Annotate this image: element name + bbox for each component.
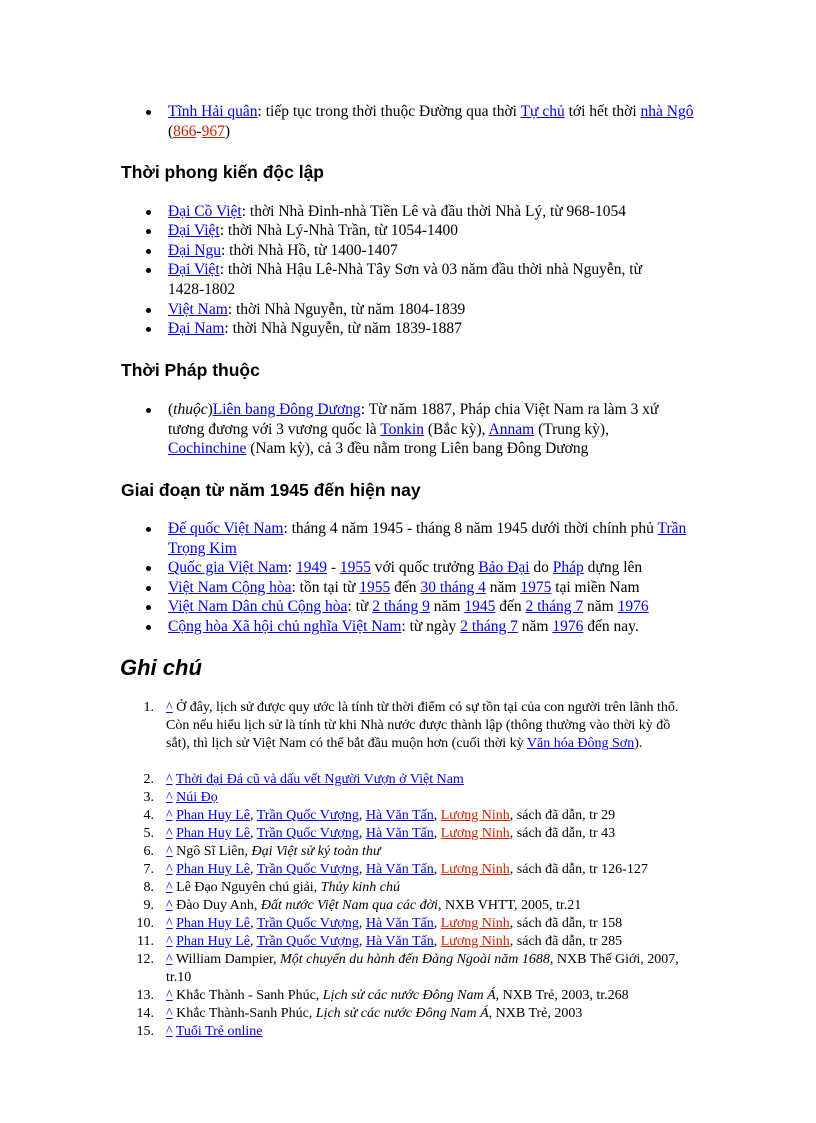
backref-link[interactable]: ^ [166, 916, 173, 931]
note-item [166, 771, 694, 789]
bullet-icon [146, 308, 151, 313]
author-link[interactable]: Lương Ninh [440, 934, 510, 949]
item-link[interactable]: Đại Việt [168, 261, 220, 278]
author-link[interactable]: Hà Văn Tấn [365, 934, 434, 949]
link-date[interactable]: 2 tháng 7 [525, 598, 584, 615]
note-number: 11. [137, 934, 154, 949]
note-item: ^ Lê Đạo Nguyên chú giải, Thủy kinh chú [166, 880, 401, 895]
link-cochinchine[interactable]: Cochinchine [168, 440, 247, 457]
link-year[interactable]: 1975 [520, 579, 552, 596]
link-van-hoa-dong-son[interactable]: Văn hóa Đông Sơn [526, 736, 635, 751]
author-link[interactable]: Phan Huy Lê [176, 862, 250, 877]
author-link[interactable]: Trần Quốc Vượng [256, 916, 359, 931]
backref-link[interactable]: ^ [166, 988, 173, 1003]
bullet-icon [146, 229, 151, 234]
link-tu-chu[interactable]: Tự chủ [520, 103, 565, 120]
backref-link[interactable]: ^ [166, 808, 173, 823]
item-link[interactable]: Việt Nam [168, 301, 228, 318]
link-tonkin[interactable]: Tonkin [380, 420, 424, 438]
section-heading-french: Thời Pháp thuộc [121, 360, 260, 380]
author-link[interactable]: Lương Ninh [440, 862, 510, 877]
note-link[interactable]: Núi Đọ [176, 790, 218, 805]
author-link[interactable]: Hà Văn Tấn [365, 808, 434, 823]
bullet-icon [146, 327, 151, 332]
author-link[interactable]: Trần Quốc Vượng [256, 934, 359, 949]
note-number: 4. [143, 808, 154, 823]
link-year[interactable]: 1955 [339, 559, 371, 576]
author-link[interactable]: Phan Huy Lê [176, 934, 250, 949]
author-link[interactable]: Lương Ninh [440, 826, 510, 841]
note-link[interactable]: Thời đại Đá cũ và dấu vết Người Vượn ở Việt Nam [175, 772, 464, 787]
author-link[interactable]: Phan Huy Lê [176, 826, 250, 841]
link-nha-ngo[interactable]: nhà Ngô [640, 103, 694, 120]
backref-link[interactable]: ^ [166, 700, 173, 715]
note-item: ^ Phan Huy Lê, Trần Quốc Vượng, Hà Văn Tấn, Lương Ninh, sách đã dẫn, tr 43 [166, 826, 616, 841]
note-item [166, 789, 694, 807]
note-number: 7. [143, 862, 154, 877]
author-link[interactable]: Hà Văn Tấn [365, 916, 434, 931]
link-date[interactable]: 30 tháng 4 [420, 579, 486, 596]
backref-link[interactable]: ^ [166, 826, 173, 841]
note-item: ^ Phan Huy Lê, Trần Quốc Vượng, Hà Văn Tấn, Lương Ninh, sách đã dẫn, tr 285 [166, 934, 623, 949]
note-number: 2. [143, 772, 154, 787]
link-year[interactable]: 1945 [464, 598, 496, 615]
item-link[interactable]: Đại Nam [168, 320, 225, 337]
note-link[interactable]: Tuổi Trẻ online [175, 1024, 263, 1039]
backref-link[interactable]: ^ [166, 952, 173, 967]
bullet-icon [146, 625, 151, 630]
link-chxhcn-viet-nam[interactable]: Cộng hòa Xã hội chủ nghĩa Việt Nam [168, 618, 402, 635]
bullet-icon [146, 110, 151, 115]
bullet-icon [146, 566, 151, 571]
list-item: Đại Ngu: thời Nhà Hồ, từ 1400-1407 [168, 242, 398, 259]
link-year-866[interactable]: 866 [173, 122, 197, 140]
list-item: Đại Việt: thời Nhà Lý-Nhà Trần, từ 1054-1400 [168, 222, 459, 239]
link-viet-nam-dan-chu-cong-hoa[interactable]: Việt Nam Dân chủ Cộng hòa [168, 598, 348, 615]
backref-link[interactable]: ^ [166, 1024, 173, 1039]
list-item: Tĩnh Hải quân: tiếp tục trong thời thuộc Đường qua thời Tự chủ tới hết thời nhà Ngô (866-967) [168, 103, 694, 140]
item-link[interactable]: Đại Ngu [168, 242, 221, 259]
bullet-icon [146, 586, 151, 591]
note-item: ^ William Dampier, Một chuyến du hành đến Đàng Ngoài năm 1688, NXB Thế Giới, 2007, tr.10 [166, 952, 679, 985]
link-year[interactable]: 1949 [295, 559, 327, 576]
bullet-icon [146, 249, 151, 254]
author-link[interactable]: Hà Văn Tấn [365, 826, 434, 841]
item-link[interactable]: Đại Cồ Việt [168, 203, 242, 220]
list-item: Việt Nam Cộng hòa: tồn tại từ 1955 đến 30 tháng 4 năm 1975 tại miền Nam [168, 579, 640, 596]
link-phap[interactable]: Pháp [552, 559, 584, 576]
item-link[interactable]: Đại Việt [168, 222, 220, 239]
section-heading-independent: Thời phong kiến độc lập [121, 162, 324, 182]
author-link[interactable]: Lương Ninh [440, 916, 510, 931]
list-item: Việt Nam: thời Nhà Nguyễn, từ năm 1804-1839 [168, 301, 466, 318]
note-number: 8. [143, 880, 154, 895]
note-item: ^ Phan Huy Lê, Trần Quốc Vượng, Hà Văn Tấn, Lương Ninh, sách đã dẫn, tr 126-127 [166, 862, 648, 877]
list-item: Đại Việt: thời Nhà Hậu Lê-Nhà Tây Sơn và 03 năm đầu thời nhà Nguyễn, từ 1428-1802 [168, 261, 643, 298]
backref-link[interactable]: ^ [166, 934, 173, 949]
backref-link[interactable]: ^ [166, 1006, 173, 1021]
backref-link[interactable]: ^ [166, 790, 173, 805]
note-item: ^ Phan Huy Lê, Trần Quốc Vượng, Hà Văn Tấn, Lương Ninh, sách đã dẫn, tr 29 [166, 808, 616, 823]
list-item: Cộng hòa Xã hội chủ nghĩa Việt Nam: từ ngày 2 tháng 7 năm 1976 đến nay. [168, 618, 639, 635]
link-year[interactable]: 1976 [617, 598, 649, 615]
bullet-icon [146, 605, 151, 610]
link-date[interactable]: 2 tháng 7 [460, 618, 518, 635]
author-link[interactable]: Phan Huy Lê [176, 808, 250, 823]
note-number: 3. [143, 790, 154, 805]
section-heading-modern: Giai đoạn từ năm 1945 đến hiện nay [121, 480, 421, 500]
note-item: ^ Ở đây, lịch sử được quy ước là tính từ thời điểm có sự tồn tại của con người trên lãnh thổ. Còn nếu hiểu lịch sử là tính từ khi Nhà nước được thành lập (thông thường vào thời kỳ đồ sắt), thì lịch sử Việt Nam có thể bắt đầu muộn hơn (cuối thời kỳ Văn hóa Đông Sơn). [166, 700, 679, 751]
author-link[interactable]: Trần Quốc Vượng [256, 826, 359, 841]
bullet-icon [146, 408, 151, 413]
note-number: 15. [136, 1024, 154, 1039]
note-number: 6. [143, 844, 154, 859]
link-viet-nam-cong-hoa[interactable]: Việt Nam Cộng hòa [168, 579, 292, 596]
note-item: ^ Khắc Thành-Sanh Phúc, Lịch sử các nước Đông Nam Á, NXB Trẻ, 2003 [166, 1006, 583, 1021]
note-item: ^ Khắc Thành - Sanh Phúc, Lịch sử các nước Đông Nam Á, NXB Trẻ, 2003, tr.268 [166, 988, 629, 1003]
note-number: 14. [136, 1006, 154, 1021]
link-annam[interactable]: Annam [488, 420, 535, 438]
backref-link[interactable]: ^ [166, 862, 173, 877]
link-de-quoc-viet-nam[interactable]: Đế quốc Việt Nam [168, 520, 284, 537]
note-item [166, 1023, 694, 1041]
backref-link[interactable]: ^ [166, 898, 173, 913]
note-number: 9. [143, 898, 154, 913]
note-number: 13. [136, 988, 154, 1003]
bullet-icon [146, 268, 151, 273]
author-link[interactable]: Phan Huy Lê [176, 916, 250, 931]
list-item: (thuộc)Liên bang Đông Dương: Từ năm 1887, Pháp chia Việt Nam ra làm 3 xứ tương đương với 3 vương quốc là Tonkin (Bắc kỳ), Annam (Trung kỳ), Cochinchine (Nam kỳ), cả 3 đều nằm trong Liên bang Đông Dương [168, 401, 659, 457]
note-number: 5. [143, 826, 154, 841]
note-item: ^ Đào Duy Anh, Đất nước Việt Nam qua các đời, NXB VHTT, 2005, tr.21 [166, 898, 582, 913]
bullet-icon [146, 210, 151, 215]
author-link[interactable]: Hà Văn Tấn [365, 862, 434, 877]
list-item: Quốc gia Việt Nam: 1949 - 1955 với quốc trưởng Bảo Đại do Pháp dựng lên [168, 559, 643, 576]
backref-link[interactable]: ^ [166, 844, 173, 859]
link-lien-bang-dong-duong[interactable]: Liên bang Đông Dương [212, 401, 361, 418]
list-item: Việt Nam Dân chủ Cộng hòa: từ 2 tháng 9 năm 1945 đến 2 tháng 7 năm 1976 [168, 598, 649, 615]
list-item: Đại Cồ Việt: thời Nhà Đinh-nhà Tiền Lê và đầu thời Nhà Lý, từ 968-1054 [168, 203, 626, 220]
note-number: 1. [143, 700, 154, 715]
link-year[interactable]: 1955 [359, 579, 391, 596]
link-tinh-hai-quan[interactable]: Tĩnh Hải quân [168, 103, 258, 120]
backref-link[interactable]: ^ [166, 880, 173, 895]
link-year[interactable]: 1976 [552, 618, 584, 635]
link-year-967[interactable]: 967 [201, 122, 225, 140]
note-item: ^ Ngô Sĩ Liên, Đại Việt sử ký toàn thư [166, 844, 381, 859]
author-link[interactable]: Trần Quốc Vượng [256, 808, 359, 823]
link-tran-trong-kim[interactable]: Trần Trọng Kim [168, 520, 687, 557]
backref-link[interactable]: ^ [166, 772, 173, 787]
author-link[interactable]: Trần Quốc Vượng [256, 862, 359, 877]
link-date[interactable]: 2 tháng 9 [372, 598, 430, 615]
link-quoc-gia-viet-nam[interactable]: Quốc gia Việt Nam [168, 559, 288, 576]
author-link[interactable]: Lương Ninh [440, 808, 510, 823]
note-number: 10. [136, 916, 154, 931]
note-item: ^ Phan Huy Lê, Trần Quốc Vượng, Hà Văn Tấn, Lương Ninh, sách đã dẫn, tr 158 [166, 916, 623, 931]
link-bao-dai[interactable]: Bảo Đại [478, 559, 530, 576]
note-number: 12. [136, 952, 154, 967]
notes-heading: Ghi chú [120, 655, 202, 680]
list-item: Đế quốc Việt Nam: tháng 4 năm 1945 - tháng 8 năm 1945 dưới thời chính phủ Trần Trọng Kim [168, 520, 687, 557]
bullet-icon [146, 527, 151, 532]
list-item: Đại Nam: thời Nhà Nguyễn, từ năm 1839-1887 [168, 320, 462, 337]
